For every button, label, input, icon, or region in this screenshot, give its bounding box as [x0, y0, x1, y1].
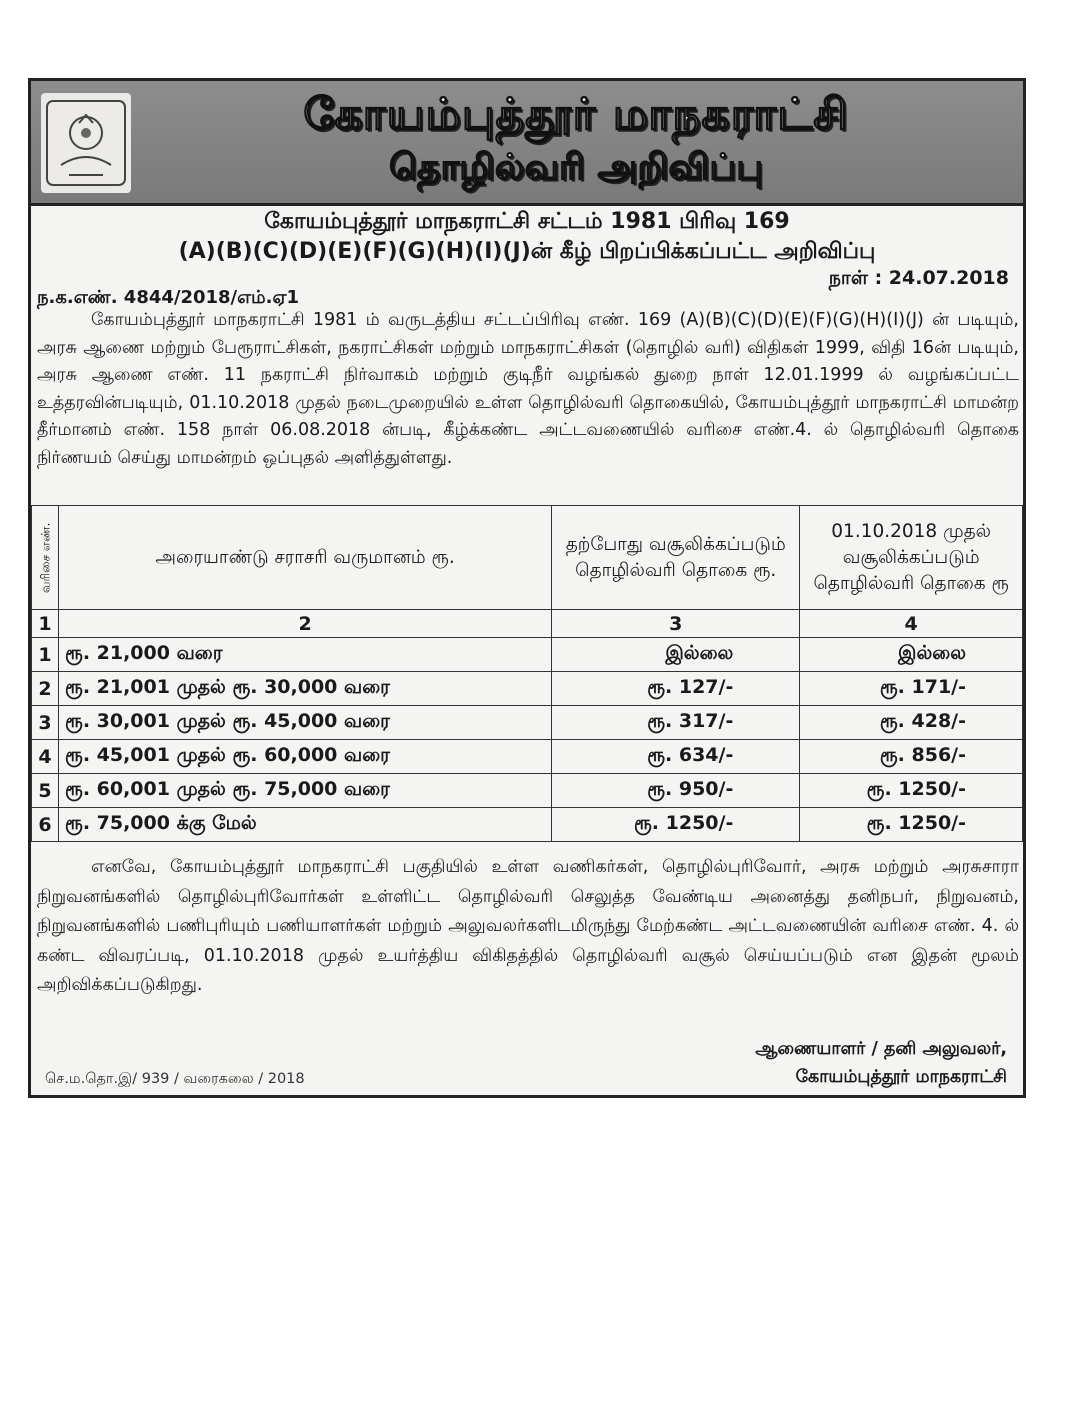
row-income-range: ரூ. 21,001 முதல் ரூ. 30,000 வரை [59, 672, 552, 706]
header-new-tax: 01.10.2018 முதல் வசூலிக்கப்படும் தொழில்வரி தொகை ரூ [800, 506, 1023, 610]
signatory-title: ஆணையாளர் / தனி அலுவலர், [755, 1039, 1007, 1059]
table-row [32, 774, 1023, 808]
table-row [32, 672, 1023, 706]
reference-number: ந.க.எண். 4844/2018/எம்.ஏ1 [37, 287, 300, 308]
header-income-range: அரையாண்டு சராசரி வருமானம் ரூ. [59, 506, 552, 610]
row-income-range: ரூ. 75,000 க்கு மேல் [59, 808, 552, 842]
footer-code: செ.ம.தொ.இ/ 939 / வரைகலை / 2018 [45, 1071, 305, 1087]
row-new-tax: ரூ. 856/- [800, 740, 1023, 774]
row-serial: 6 [32, 808, 59, 842]
row-new-tax: ரூ. 1250/- [800, 808, 1023, 842]
row-current-tax: ரூ. 950/- [552, 774, 800, 808]
row-income-range: ரூ. 30,001 முதல் ரூ. 45,000 வரை [59, 706, 552, 740]
row-current-tax: ரூ. 127/- [552, 672, 800, 706]
tax-slab-table [31, 505, 1023, 842]
notice-date: நாள் : 24.07.2018 [828, 267, 1009, 289]
table-row [32, 638, 1023, 672]
table-header-row [32, 506, 1023, 610]
table-row [32, 706, 1023, 740]
column-number-row [32, 610, 1023, 638]
row-serial: 1 [32, 638, 59, 672]
header-current-tax: தற்போது வசூலிக்கப்படும் தொழில்வரி தொகை ரூ. [552, 506, 800, 610]
row-serial: 4 [32, 740, 59, 774]
tax-notice [28, 78, 1026, 1098]
notice-paragraph-1: கோயம்புத்தூர் மாநகராட்சி 1981 ம் வருடத்திய சட்டப்பிரிவு எண். 169 (A)(B)(C)(D)(E)(F)(G)(H)(I)(J) ன் படியும், அரசு ஆணை மற்றும் பேரூராட்சிகள், நகராட்சிகள் மற்றும் மாநகராட்சிகள் (தொழில் வரி) விதிகள் 1999, விதி 16ன் படியும், அரசு ஆணை எண். 11 நகராட்சி நிர்வாகம் மற்றும் குடிநீர் வழங்கல் துறை நாள் 12.01.1999 ல் வழங்கப்பட்ட உத்தரவின்படியும், 01.10.2018 முதல் நடைமுறையில் உள்ள தொழில்வரி தொகையில், கோயம்புத்தூர் மாநகராட்சி மாமன்ற தீர்மானம் எண். 158 நாள் 06.08.2018 ன்படி, கீழ்க்கண்ட அட்டவணையில் வரிசை எண்.4. ல் தொழில்வரி தொகை நிர்ணயம் செய்து மாமன்றம் ஒப்புதல் அளித்துள்ளது. [37, 310, 1019, 468]
table-row [32, 740, 1023, 774]
act-heading-line1: கோயம்புத்தூர் மாநகராட்சி சட்டம் 1981 பிரிவு 169 [264, 209, 790, 234]
column-number: 1 [32, 610, 59, 638]
masthead [31, 81, 1023, 206]
row-new-tax: ரூ. 171/- [800, 672, 1023, 706]
page-subtitle: தொழில்வரி அறிவிப்பு [388, 147, 763, 188]
act-heading-line2: (A)(B)(C)(D)(E)(F)(G)(H)(I)(J)ன் கீழ் பிறப்பிக்கப்பட்ட அறிவிப்பு [178, 239, 876, 264]
row-new-tax: ரூ. 428/- [800, 706, 1023, 740]
row-current-tax: ரூ. 317/- [552, 706, 800, 740]
row-current-tax: ரூ. 634/- [552, 740, 800, 774]
row-new-tax: இல்லை [800, 638, 1023, 672]
column-number: 2 [59, 610, 552, 638]
table-row [32, 808, 1023, 842]
row-serial: 5 [32, 774, 59, 808]
row-current-tax: ரூ. 1250/- [552, 808, 800, 842]
header-serial: வரிசை எண். [32, 506, 59, 610]
notice-paragraph-2: எனவே, கோயம்புத்தூர் மாநகராட்சி பகுதியில் உள்ள வணிகர்கள், தொழில்புரிவோர், அரசு மற்றும் அரசுசாரா நிறுவனங்களில் தொழில்புரிவோர்கள் உள்ளிட்ட தொழில்வரி செலுத்த வேண்டிய அனைத்து தனிநபர், நிறுவனம், நிறுவனங்களில் பணிபுரியும் பணியாளர்கள் மற்றும் அலுவலர்களிடமிருந்து மேற்கண்ட அட்டவணையின் வரிசை எண். 4. ல் கண்ட விவரப்படி, 01.10.2018 முதல் உயர்த்திய விகிதத்தில் தொழில்வரி வசூல் செய்யப்படும் என இதன் மூலம் அறிவிக்கப்படுகிறது. [37, 857, 1019, 995]
column-number: 4 [800, 610, 1023, 638]
row-income-range: ரூ. 45,001 முதல் ரூ. 60,000 வரை [59, 740, 552, 774]
row-current-tax: இல்லை [552, 638, 800, 672]
row-serial: 2 [32, 672, 59, 706]
row-income-range: ரூ. 21,000 வரை [59, 638, 552, 672]
row-income-range: ரூ. 60,001 முதல் ரூ. 75,000 வரை [59, 774, 552, 808]
signatory-office: கோயம்புத்தூர் மாநகராட்சி [795, 1067, 1007, 1087]
page-title: கோயம்புத்தூர் மாநகராட்சி [303, 89, 849, 140]
row-new-tax: ரூ. 1250/- [800, 774, 1023, 808]
row-serial: 3 [32, 706, 59, 740]
corporation-emblem-icon [41, 93, 131, 193]
column-number: 3 [552, 610, 800, 638]
